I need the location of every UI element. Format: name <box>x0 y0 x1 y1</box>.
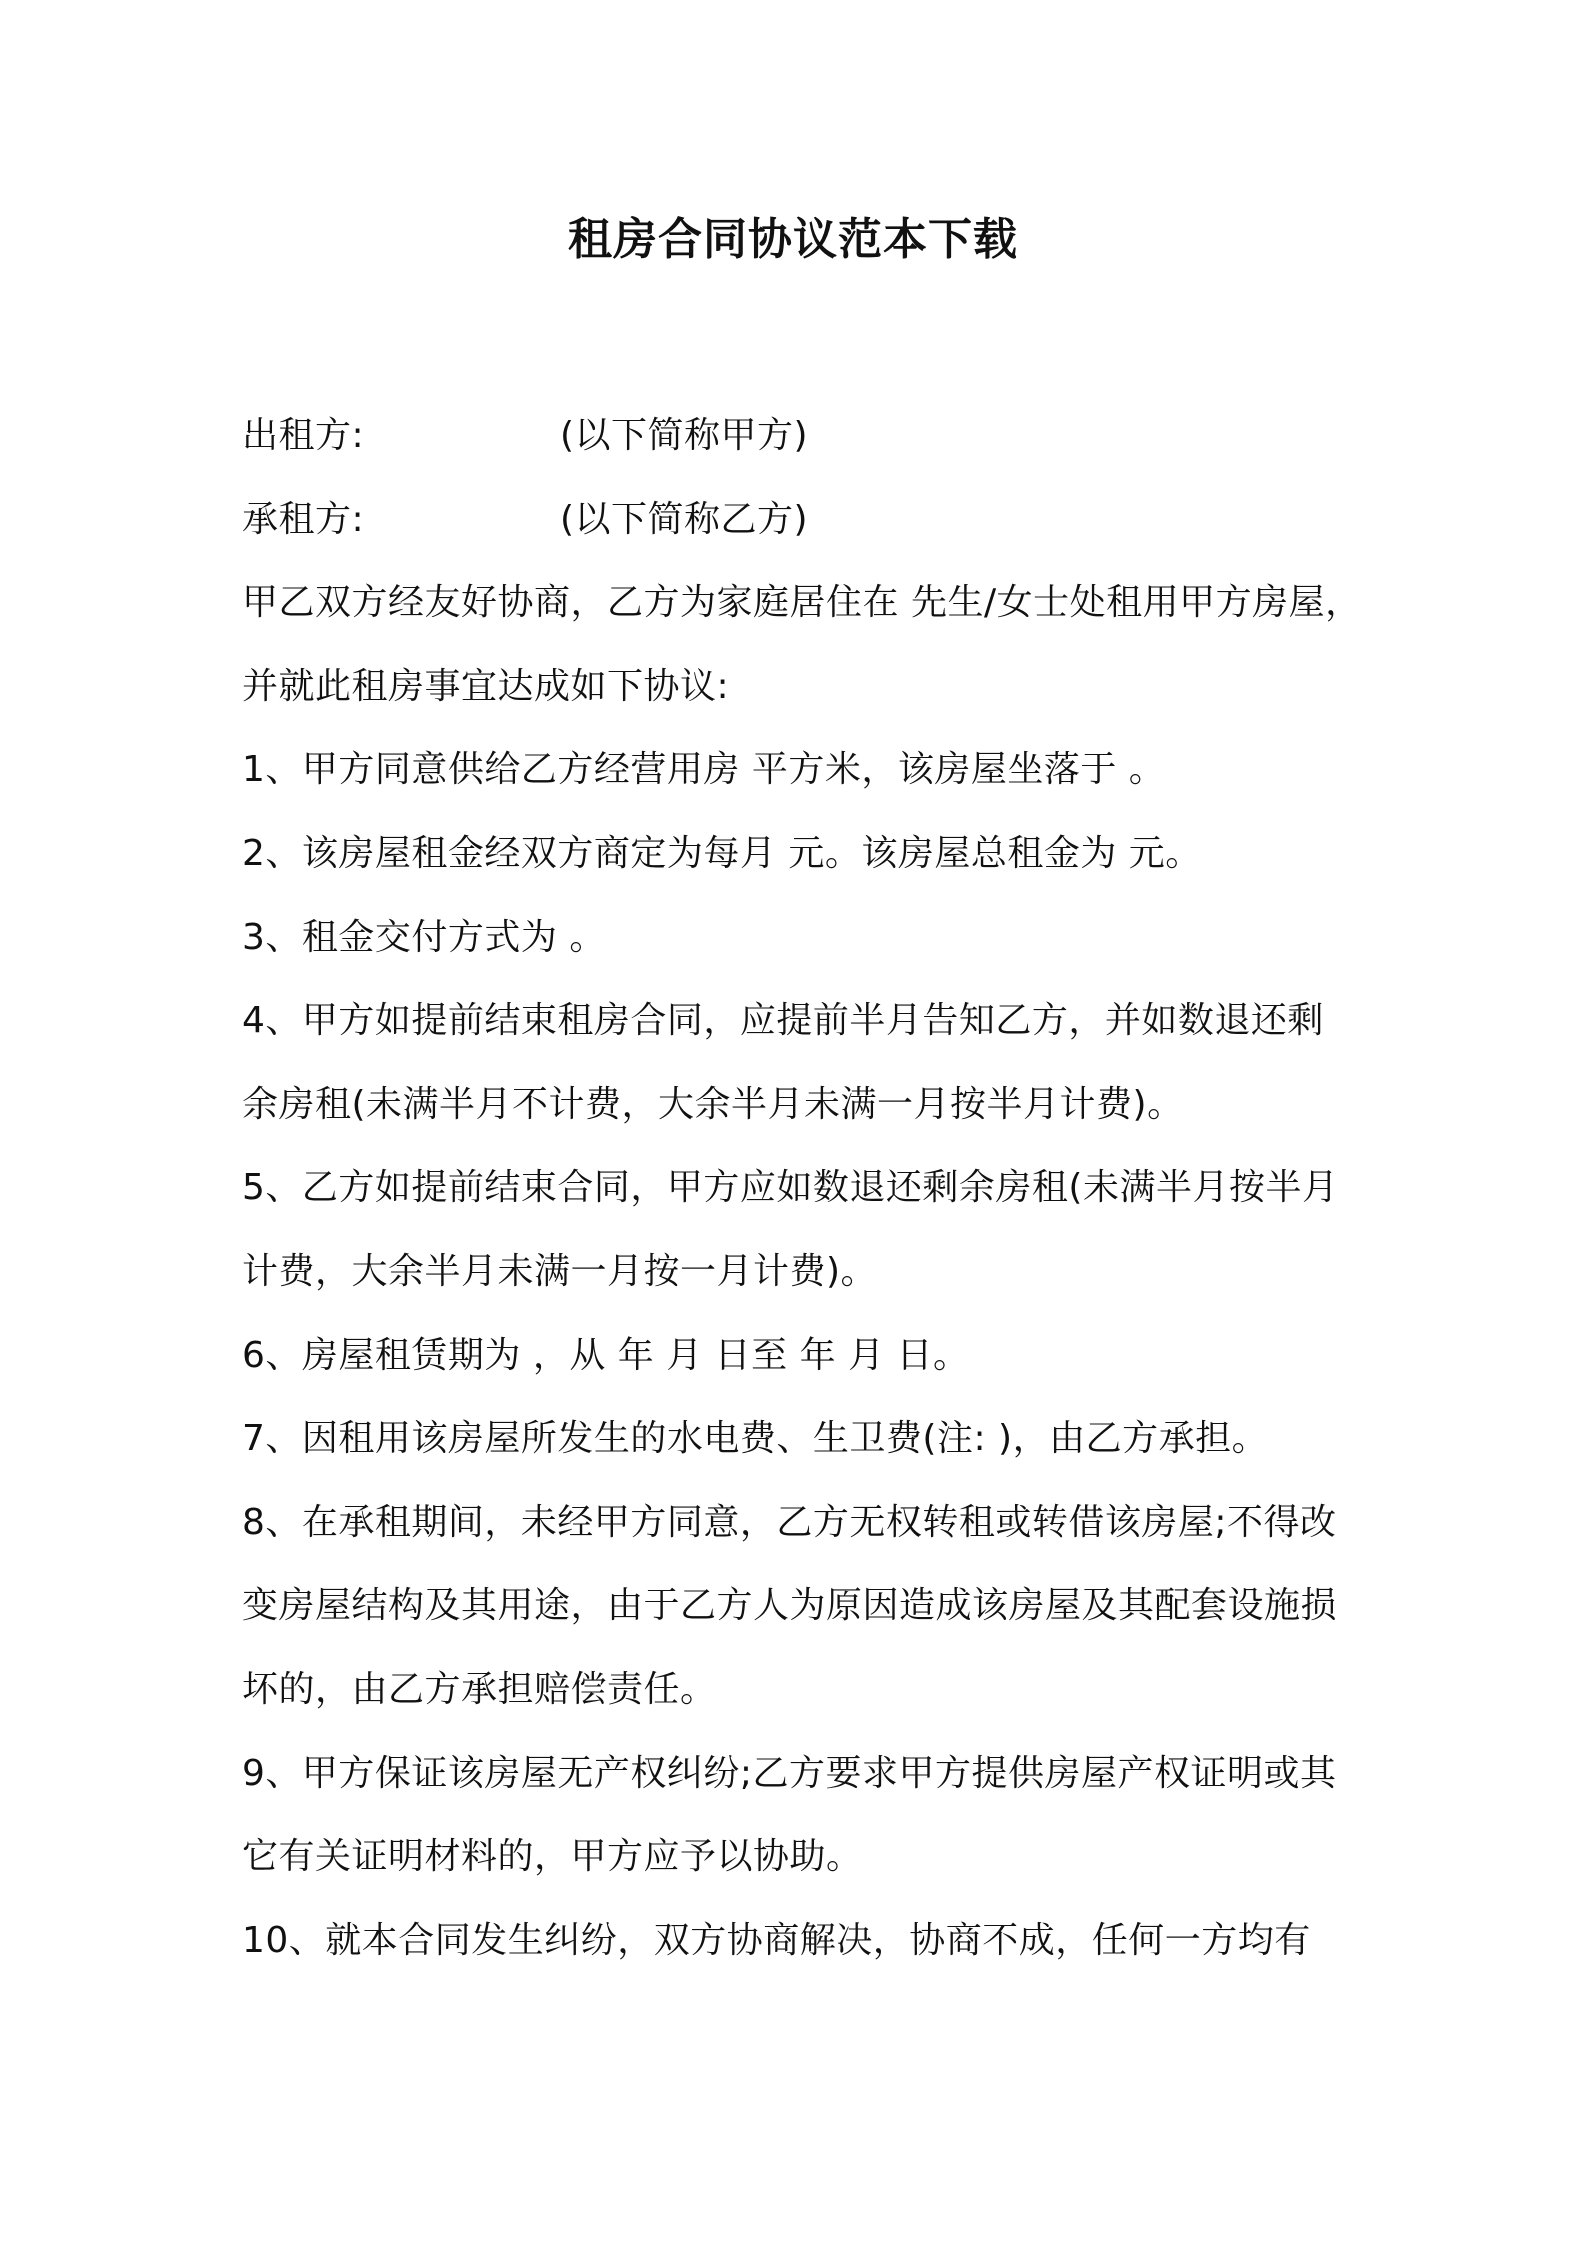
clause-line: 3、租金交付方式为 。 <box>242 916 606 958</box>
clause-line: 4、甲方如提前结束租房合同，应提前半月告知乙方，并如数退还剩 <box>242 1000 1324 1042</box>
clause-line: 9、甲方保证该房屋无产权纠纷;乙方要求甲方提供房屋产权证明或其 <box>242 1752 1337 1794</box>
lessee-line <box>242 493 1352 577</box>
clause-line: 6、房屋租赁期为 ，从 年 月 日至 年 月 日。 <box>242 1334 970 1376</box>
document-title: 租房合同协议范本下载 <box>568 214 1018 265</box>
clause-line: 变房屋结构及其用途，由于乙方人为原因造成该房屋及其配套设施损 <box>242 1585 1338 1627</box>
lessor-line <box>242 409 1352 493</box>
lessor-label: 出租方: <box>242 415 365 456</box>
clause-line: 坏的，由乙方承担赔偿责任。 <box>242 1668 717 1710</box>
clause-line: 10、就本合同发生纠纷，双方协商解决，协商不成，任何一方均有 <box>242 1919 1311 1961</box>
clause-line: 它有关证明材料的，甲方应予以协助。 <box>242 1836 863 1878</box>
clause-line: 2、该房屋租金经双方商定为每月 元。该房屋总租金为 元。 <box>242 832 1202 874</box>
clause-line: 余房租(未满半月不计费，大余半月未满一月按半月计费)。 <box>242 1083 1184 1125</box>
lessee-note: (以下简称乙方) <box>560 498 809 540</box>
clause-line: 5、乙方如提前结束合同，甲方应如数退还剩余房租(未满半月按半月 <box>242 1167 1339 1209</box>
lessor-note: (以下简称甲方) <box>560 415 809 456</box>
document-body <box>242 409 1362 1997</box>
clause-line: 8、在承租期间，未经甲方同意，乙方无权转租或转借该房屋;不得改 <box>242 1501 1337 1543</box>
paragraph-line: 并就此租房事宜达成如下协议: <box>242 665 730 707</box>
paragraph-line: 甲乙双方经友好协商，乙方为家庭居住在 先生/女士处租用甲方房屋， <box>242 582 1362 624</box>
clause-line: 计费，大余半月未满一月按一月计费)。 <box>242 1250 878 1292</box>
clause-line: 7、因租用该房屋所发生的水电费、生卫费(注: )，由乙方承担。 <box>242 1418 1269 1460</box>
lessee-label: 承租方: <box>242 498 365 540</box>
clause-line: 1、甲方同意供给乙方经营用房 平方米，该房屋坐落于 。 <box>242 749 1166 791</box>
